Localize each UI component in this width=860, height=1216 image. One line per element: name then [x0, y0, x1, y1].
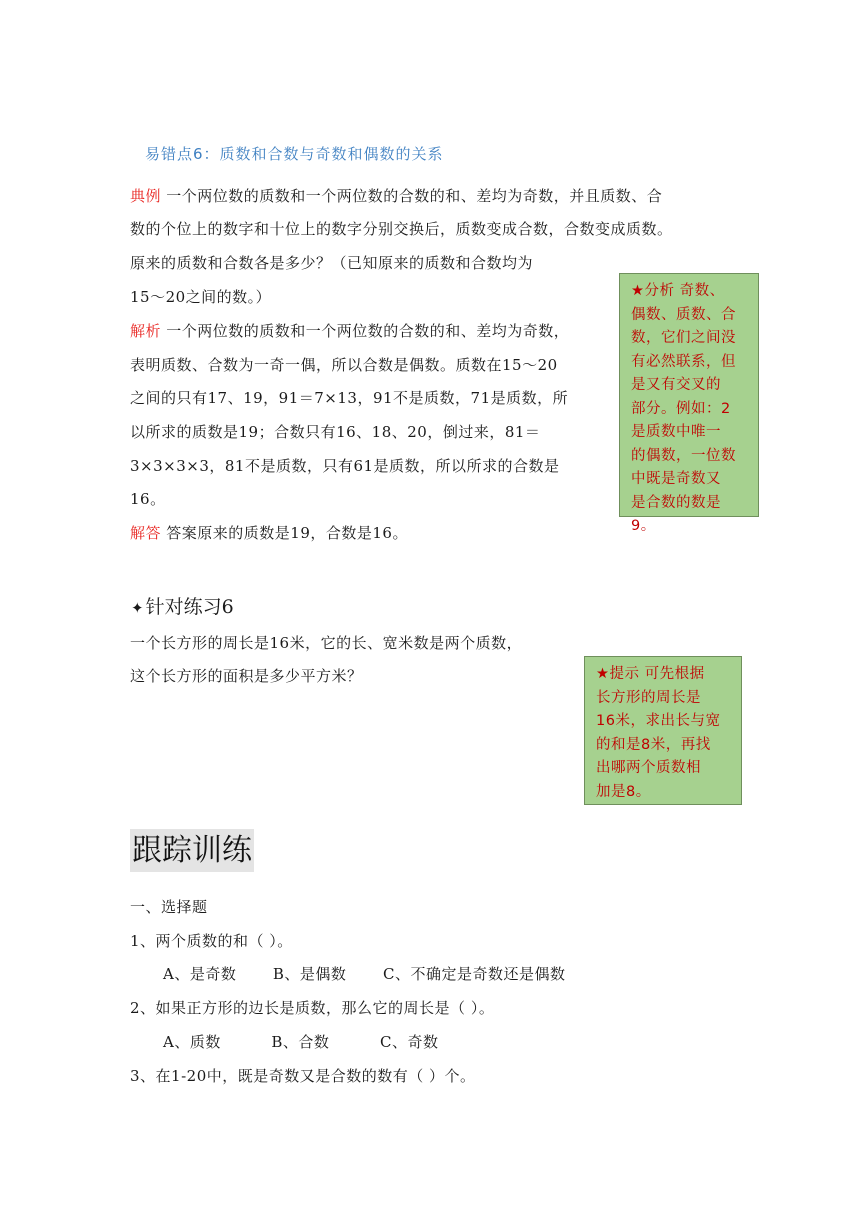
option-c: C、奇数: [380, 1033, 439, 1051]
answer-line: 解答 答案原来的质数是19，合数是16。: [130, 524, 408, 542]
option-a: A、质数: [163, 1033, 221, 1051]
question-1-options: [163, 963, 565, 984]
analysis-note-box: ★分析 奇数、 偶数、质数、合 数，它们之间没 有必然联系，但 是又有交叉的 部分。例如：2 是质数中唯一 的偶数，一位数 中既是奇数又 是合数的数是 9。: [619, 273, 759, 517]
example-line-2: 数的个位上的数字和十位上的数字分别交换后，质数变成合数，合数变成质数。: [130, 220, 673, 238]
example-line-4: 15～20之间的数。）: [130, 288, 272, 306]
training-title: 跟踪训练: [130, 829, 254, 872]
sparkle-icon: ✦: [131, 599, 144, 617]
example-label: 典例: [130, 187, 162, 205]
option-b: B、合数: [271, 1033, 330, 1051]
analysis-line-3: 之间的只有17、19，91＝7×13，91不是质数，71是质数，所: [130, 389, 569, 407]
analysis-label: 解析: [130, 322, 162, 340]
analysis-line-6: 16。: [130, 490, 166, 508]
hint-note-box: ★提示 可先根据 长方形的周长是 16米，求出长与宽 的和是8米，再找 出哪两个质数相 加是8。: [584, 656, 742, 805]
practice-line-2: 这个长方形的面积是多少平方米？: [130, 667, 363, 685]
analysis-line-4: 以所求的质数是19；合数只有16、18、20，倒过来，81＝: [130, 423, 541, 441]
practice-title: ✦ 针对练习6: [131, 596, 234, 618]
section-heading: 易错点6：质数和合数与奇数和偶数的关系: [145, 145, 444, 163]
analysis-line-2: 表明质数、合数为一奇一偶，所以合数是偶数。质数在15～20: [130, 356, 558, 374]
analysis-line-1: 解析 一个两位数的质数和一个两位数的合数的和、差均为奇数，: [130, 322, 570, 340]
option-a: A、是奇数: [163, 965, 237, 983]
question-1: 1、两个质数的和（ ）。: [130, 932, 293, 950]
option-b: B、是偶数: [272, 965, 347, 983]
answer-label: 解答: [130, 524, 162, 542]
analysis-line-5: 3×3×3×3，81不是质数，只有61是质数，所以所求的合数是: [130, 457, 560, 475]
option-c: C、不确定是奇数还是偶数: [383, 965, 566, 983]
question-2-options: [163, 1031, 438, 1052]
question-3: 3、在1-20中，既是奇数又是合数的数有（ ）个。: [130, 1067, 476, 1085]
example-line-3: 原来的质数和合数各是多少？（已知原来的质数和合数均为: [130, 254, 534, 272]
example-line-1: 典例 一个两位数的质数和一个两位数的合数的和、差均为奇数，并且质数、合: [130, 187, 663, 205]
question-2: 2、如果正方形的边长是质数，那么它的周长是（ ）。: [130, 999, 495, 1017]
practice-line-1: 一个长方形的周长是16米，它的长、宽米数是两个质数，: [130, 634, 523, 652]
section-label: 一、选择题: [130, 898, 208, 916]
